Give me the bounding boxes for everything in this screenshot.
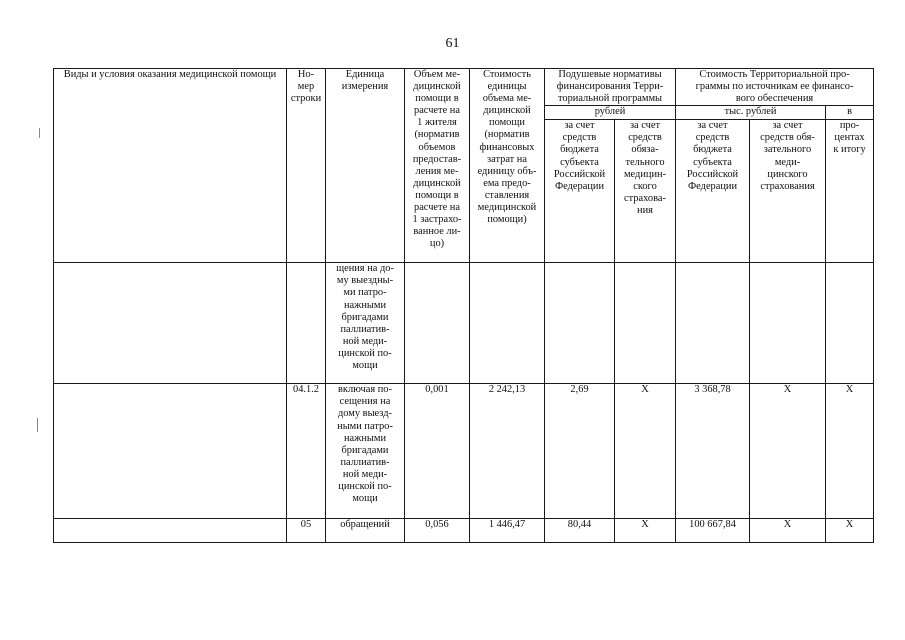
- header-percent: про- центах к итогу: [826, 120, 874, 263]
- header-program-cost: Стоимость Территориальной про- граммы по источникам ее финансо- вого обеспечения: [676, 69, 874, 106]
- cell-type: [54, 263, 287, 384]
- cell-pc-oms: [615, 263, 676, 384]
- cell-cost-oms: Х: [750, 519, 826, 543]
- header-volume: Объем ме- дицинской помощи в расчете на 1 жителя (норматив объемов предостав- ления ме- дицинской помощи в расчете на 1 застрахо- ванное ли- цо): [405, 69, 470, 263]
- header-budget-rf: за счет средств бюджета субъекта Российской Федерации: [545, 120, 615, 263]
- header-per-capita-unit: рублей: [545, 106, 676, 120]
- cell-pc-oms: Х: [615, 519, 676, 543]
- cell-cost-budget: 100 667,84: [676, 519, 750, 543]
- header-program-cost-unit: тыс. рублей: [676, 106, 826, 120]
- table-row: [54, 263, 874, 384]
- cell-pc-budget: 80,44: [545, 519, 615, 543]
- header-types-conditions: Виды и условия оказания медицинской помощи: [54, 69, 287, 263]
- scan-artifact: [37, 418, 38, 432]
- cell-percent: [826, 263, 874, 384]
- table-row: [54, 519, 874, 543]
- cell-percent: Х: [826, 384, 874, 519]
- header-row: [54, 69, 874, 106]
- cell-pc-oms: Х: [615, 384, 676, 519]
- cell-number: [287, 263, 326, 384]
- cell-unit: включая по- сещения на дому выезд- ными патро- нажными бригадами паллиатив- ной меди- цинской по- мощи: [326, 384, 405, 519]
- cell-unit-cost: 2 242,13: [470, 384, 545, 519]
- cell-type: [54, 519, 287, 543]
- cell-volume: [405, 263, 470, 384]
- cell-unit: щения на до- му выездны- ми патро- нажными бригадами паллиатив- ной меди- цинской по- мощи: [326, 263, 405, 384]
- cell-pc-budget: 2,69: [545, 384, 615, 519]
- cell-volume: 0,056: [405, 519, 470, 543]
- cell-unit: обращений: [326, 519, 405, 543]
- table-row: [54, 384, 874, 519]
- page-number: 61: [445, 36, 460, 51]
- header-cost-budget-rf: за счет средств бюджета субъекта Российской Федерации: [676, 120, 750, 263]
- cell-unit-cost: [470, 263, 545, 384]
- cell-percent: Х: [826, 519, 874, 543]
- header-cost-oms: за счет средств обя- зательного меди- цинского страхования: [750, 120, 826, 263]
- scan-artifact: [39, 128, 40, 138]
- header-unit: Единица измерения: [326, 69, 405, 263]
- cell-type: [54, 384, 287, 519]
- cell-pc-budget: [545, 263, 615, 384]
- header-row-number: Но- мер строки: [287, 69, 326, 263]
- cell-cost-budget: 3 368,78: [676, 384, 750, 519]
- header-unit-cost: Стоимость единицы объема ме- дицинской помощи (норматив финансовых затрат на единицу объ- ема предо- ставления медицинской помощи): [470, 69, 545, 263]
- header-per-capita: Подушевые нормативы финансирования Терри- ториальной программы: [545, 69, 676, 106]
- cell-number: 05: [287, 519, 326, 543]
- header-percent-col: в: [826, 106, 874, 120]
- cell-unit-cost: 1 446,47: [470, 519, 545, 543]
- cell-cost-budget: [676, 263, 750, 384]
- header-oms: за счет средств обяза- тельного медицин- ского страхова- ния: [615, 120, 676, 263]
- cell-cost-oms: Х: [750, 384, 826, 519]
- cell-number: 04.1.2: [287, 384, 326, 519]
- cell-cost-oms: [750, 263, 826, 384]
- financing-table: [53, 68, 874, 543]
- cell-volume: 0,001: [405, 384, 470, 519]
